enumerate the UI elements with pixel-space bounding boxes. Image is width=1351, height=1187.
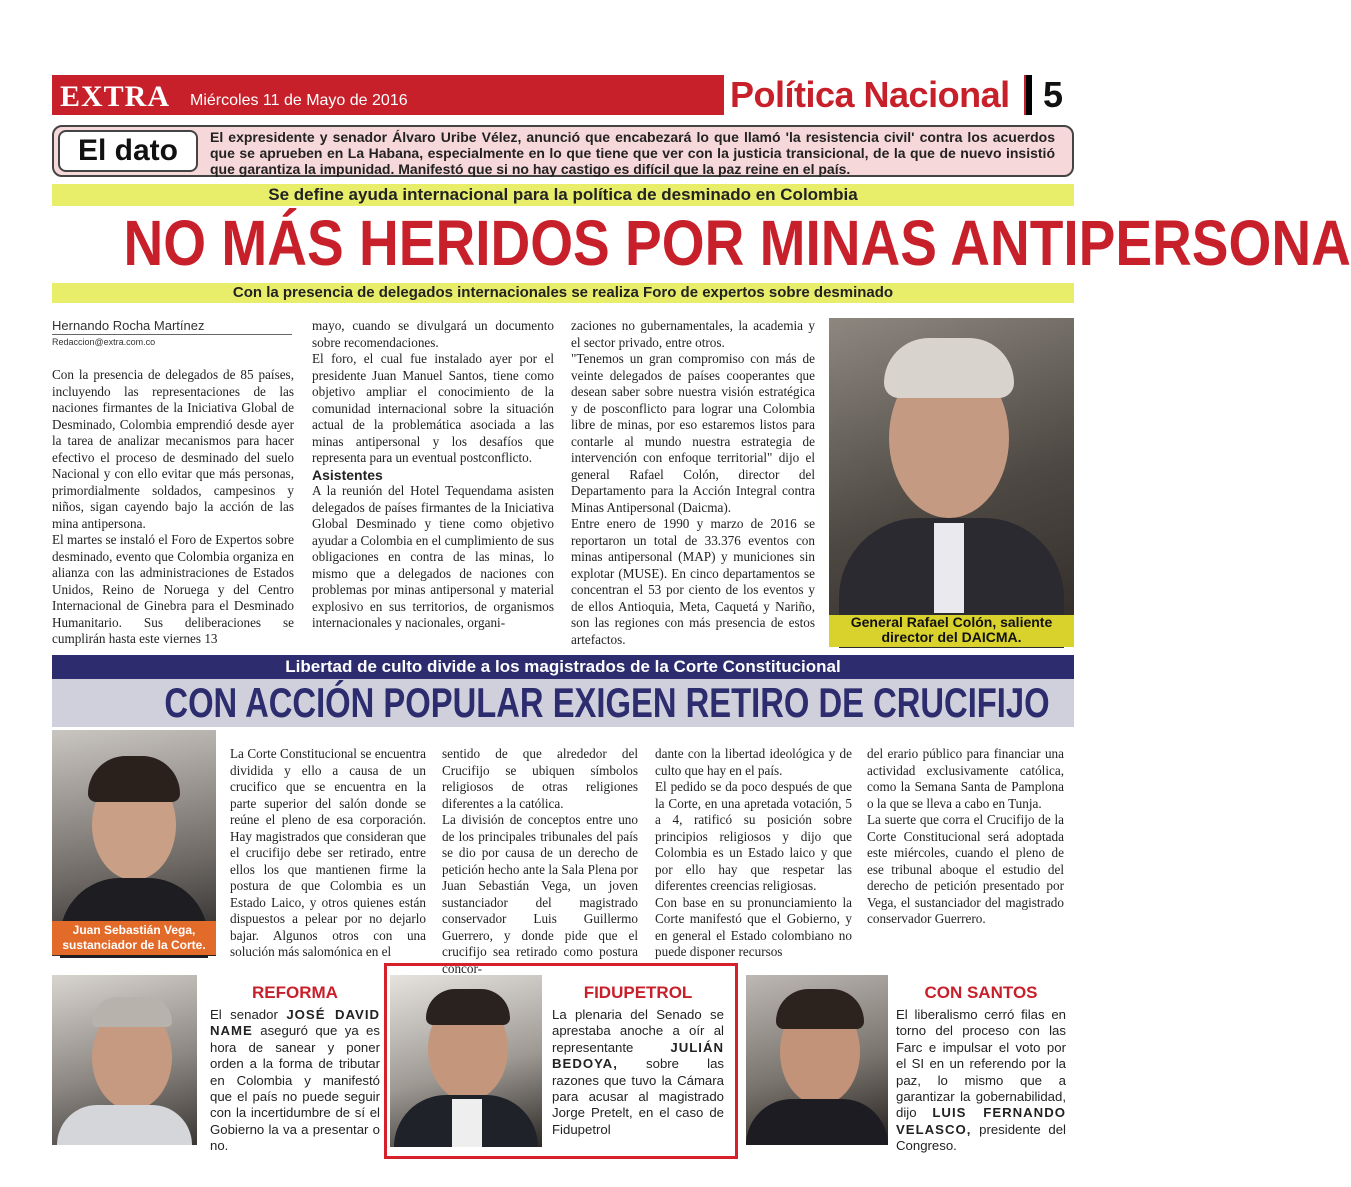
paragraph: La suerte que corra el Crucifijo de la Corte Constitucional será adoptada este miércoles, cuando el pleno de ese tribunal aboque el estudio del derecho de petición presentado por Vega, el sustanciador del magistrado conservador Guerrero. — [867, 812, 1064, 926]
hair-shape — [884, 338, 1014, 398]
luis-fernando-velasco-photo — [746, 975, 888, 1145]
story2-headline: CON ACCIÓN POPULAR EXIGEN RETIRO DE CRUCIFIJO — [164, 679, 1050, 726]
brief-text-part: sobre las razones que tuvo la Cámara para acusar al magistrado Jorge Pretelt, en el caso de Fidupetrol — [552, 1056, 724, 1137]
paragraph: El martes se instaló el Foro de Expertos sobre desminado, evento que Colombia organiza en alianza con las administraciones de Estados Unidos, Reino de Noruega y del Centro Internacional de Ginebra para el Desminado Humanitario. Sus deliberaciones se cumplirán hasta este viernes 13 — [52, 532, 294, 646]
paragraph: dante con la libertad ideológica y de culto que hay en el país. — [655, 746, 852, 778]
paragraph: del erario público para financiar una actividad exclusivamente católica, como la Semana Santa de Pamplona o la que se lleva a cabo en Tunja. — [867, 746, 1064, 811]
story1-kicker: Se define ayuda internacional para la política de desminado en Colombia — [52, 184, 1074, 206]
paragraph: zaciones no gubernamentales, la academia y el sector privado, entre otros. — [571, 318, 815, 350]
brief-text-part: presidente del Congreso. — [896, 1121, 1066, 1154]
paragraph: A la reunión del Hotel Tequendama asisten delegados de países firmantes de la Iniciativa Global Desminado y tiene como objetivo ayudar a Colombia en el cumplimiento de sus obligaciones en contra de las minas, lo mismo que a delegados de naciones con problemas por minas antipersonal y material explosivo en sus territorios, de organismos internacionales y nacionales, organi- — [312, 483, 554, 630]
shirt-shape — [452, 1099, 482, 1147]
brief-title-fidupetrol: FIDUPETROL — [583, 983, 693, 1002]
shirt-shape — [934, 523, 964, 613]
edition-date: Miércoles 11 de Mayo de 2016 — [190, 92, 408, 109]
suit-shape — [746, 1099, 888, 1145]
story1-column-3 — [571, 318, 815, 648]
paragraph: Con base en su pronunciamiento la Corte manifestó que el Gobierno, y en general el Estado colombiano no puede disponer recursos — [655, 894, 852, 959]
story1-column-2 — [312, 318, 554, 632]
brief-text-con-santos — [896, 1007, 1066, 1155]
paragraph: Entre enero de 1990 y marzo de 2016 se reportaron un total de 33.376 eventos con minas antipersonal (MAP) y municiones sin explotar (MUSE). En cinco departamentos se concentran el 53 por ciento de los eventos y de ellos Antioquia, Meta, Caquetá y Nariño, son las regiones con más presencia de estos artefactos. — [571, 516, 815, 647]
paragraph: Con la presencia de delegados de 85 países, incluyendo las representaciones de las naciones firmantes de la Iniciativa Global de Desminado, Colombia emprendió desde ayer la tarea de analizar mecanismos para hacer efectivo el proceso de desminado del suelo Nacional y con ello evitar que más personas, primordialmente soldados, campesinos y niños, sigan cayendo bajo la acción de las mina antipersona. — [52, 367, 294, 531]
brief-text-part: aseguró que ya es hora de sanear y poner orden a la forma de tributar en Colombia y manifestó que el país no puede seguir con la incertidumbre de sí el Gobierno la va a presentar o no. — [210, 1023, 380, 1154]
brief-title-con-santos: CON SANTOS — [924, 983, 1038, 1002]
brief-text-fidupetrol — [552, 1007, 724, 1138]
byline-name: Hernando Rocha Martínez — [52, 318, 205, 333]
hair-shape — [88, 756, 180, 802]
section-title: Política Nacional — [730, 74, 1010, 115]
newspaper-logo: EXTRA — [60, 80, 171, 113]
story2-column-3 — [655, 746, 852, 961]
paragraph: El foro, el cual fue instalado ayer por el presidente Juan Manuel Santos, tiene como objetivo ampliar el conocimiento de la comunidad internacional sobre la situación actual de la problemática asociada a las minas antipersonal y los desafíos que representa para un eventual postconflicto. — [312, 351, 554, 465]
section-subtitle: Asistentes — [312, 466, 383, 483]
byline-email: Redaccion@extra.com.co — [52, 337, 156, 347]
page-number: 5 — [1026, 75, 1074, 115]
brief-text-reforma — [210, 1007, 380, 1155]
jose-david-name-photo — [52, 975, 197, 1145]
paragraph: La división de conceptos entre uno de los principales tribunales del país se dio por causa de un derecho de petición hecho ante la Sala Plena por Juan Sebastián Vega, un joven sustanciador del magistrado conservador Luis Guillermo Guerrero, y donde pide que el crucifijo sea retirado como postura concor- — [442, 812, 638, 976]
paragraph: "Tenemos un gran compromiso con más de veinte delegados de países cooperantes que desean saber sobre nuestra visión estratégica y de posconflicto para lograr una Colombia libre de minas, por eso estaremos listos para contarle al mundo nuestra estrategia de intervención con enfoque territorial" dijo el general Rafael Colón, director del Departamento para la Acción Integral contra Minas Antipersonal (Daicma). — [571, 351, 815, 515]
paragraph: El pedido se da poco después de que la Corte, en una apretada votación, 5 a 4, ratificó su posición sobre principios religiosos y dijo que Colombia es un Estado laico y que por ello hay que respetar las diferentes creencias religiosas. — [655, 779, 852, 893]
story1-subhead: Con la presencia de delegados internacionales se realiza Foro de expertos sobre desminado — [52, 283, 1074, 303]
person-name: JOSÉ DAVID NAME — [210, 1007, 381, 1039]
brief-text-part: El senador — [210, 1007, 278, 1022]
story1-column-1 — [52, 367, 294, 648]
brief-text-part: El liberalismo cerró filas en torno del proceso con las Farc e impulsar el voto por el SI en un referendo por la paz, lo mismo que a garantizar la gobernabilidad, dijo — [896, 1007, 1066, 1121]
byline-rule — [52, 334, 292, 335]
paragraph: sentido de que alrededor del Crucifijo se ubiquen símbolos religiosos de otras religiones diferentes a la católica. — [442, 746, 638, 811]
paragraph: mayo, cuando se divulgará un documento sobre recomendaciones. — [312, 318, 554, 350]
general-colon-photo — [829, 318, 1074, 646]
hair-shape — [776, 989, 864, 1029]
story2-kicker: Libertad de culto divide a los magistrados de la Corte Constitucional — [52, 655, 1074, 679]
brief-text-part: La plenaria del Senado se aprestaba anoche a oír al representante — [552, 1007, 724, 1055]
hair-shape — [426, 989, 510, 1025]
photo-caption: Juan Sebastián Vega, sustanciador de la Corte. — [52, 921, 216, 955]
el-dato-text: El expresidente y senador Álvaro Uribe Vélez, anunció que encabezará lo que llamó 'la resistencia civil' contra los acuerdos que se aprueben en La Habana, especialmente en lo que tiene que ver con la justicia transicional, de la que de nuevo insistió que garantiza la impunidad. Manifestó que si no hay castigo es difícil que la paz reine en el país. — [210, 129, 1055, 177]
story2-column-1 — [230, 746, 426, 961]
hair-shape — [92, 997, 172, 1027]
person-name: LUIS FERNANDO VELASCO, — [896, 1105, 1066, 1137]
brief-title-reforma: REFORMA — [252, 983, 338, 1002]
story2-column-2 — [442, 746, 638, 977]
person-name: JULIÁN BEDOYA, — [552, 1039, 724, 1072]
story2-column-4 — [867, 746, 1064, 928]
story1-headline: NO MÁS HERIDOS POR MINAS ANTIPERSONA — [123, 207, 1351, 279]
paragraph: La Corte Constitucional se encuentra dividida y ello a causa de un crucifico que se encuentra en la parte superior del salón donde se reúne el pleno de esa corporación. Hay magistrados que consideran que el crucifijo debe ser retirado, entre ellos los que mantienen firme la postura de que Colombia es un Estado Laico, y otros quienes están dispuestos a pelear por no dejarlo bajar. Algunos otros con una solución más salomónica en el — [230, 746, 426, 959]
photo-caption: General Rafael Colón, saliente director del DAICMA. — [829, 615, 1074, 647]
julian-bedoya-photo — [390, 975, 542, 1147]
shirt-shape — [57, 1105, 192, 1145]
el-dato-label: El dato — [58, 130, 198, 172]
